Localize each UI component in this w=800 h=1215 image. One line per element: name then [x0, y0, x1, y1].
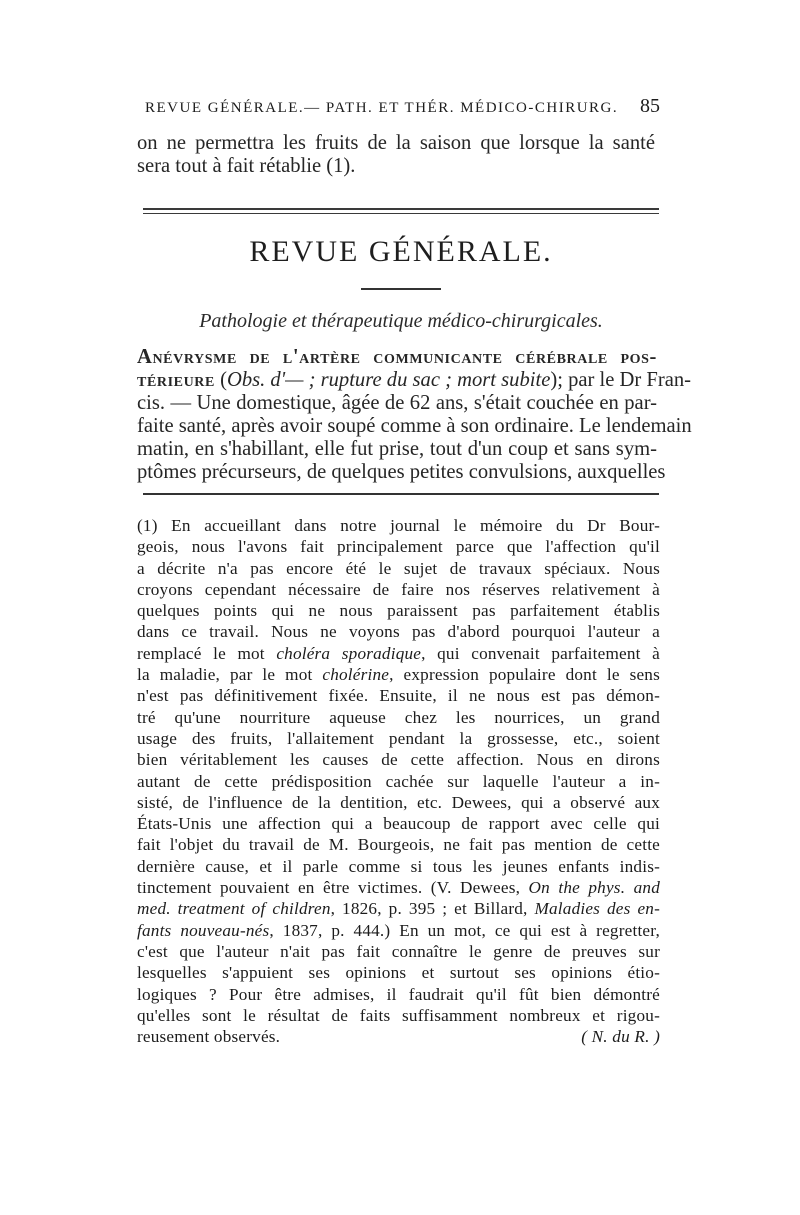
text-fragment: tinctement pouvaient en être victimes. (V. Dewees, [137, 878, 529, 898]
footnote-line: dernière cause, et il parle comme si tous les jeunes enfants indis- [137, 856, 660, 876]
observation-note: Obs. d'— ; rupture du sac ; mort subite [226, 369, 551, 391]
footnote-line: lesquelles s'appuient ses opinions et surtout ses opinions étio- [137, 963, 660, 983]
footnote-line: (1) En accueillant dans notre journal le mémoire du Dr Bour- [137, 516, 660, 535]
footnote-line [137, 643, 660, 664]
footnote-rule [143, 493, 659, 495]
editor-signature: ( N. du R. ) [581, 1027, 660, 1047]
continuation-paragraph [137, 132, 655, 178]
text-line: on ne permettra les fruits de la saison que lorsque la santé [137, 132, 655, 154]
text-line: sera tout à fait rétablie (1). [137, 155, 356, 177]
footnote-line: sisté, de l'influence de la dentition, etc. Dewees, qui a observé aux [137, 792, 660, 812]
footnote-line: fait l'objet du travail de M. Bourgeois, ne fait pas mention de cette [137, 835, 660, 855]
text-fragment: , qui convenait parfaitement à [421, 643, 660, 663]
footnote-line: usage des fruits, l'allaitement pendant la grossesse, etc., soient [137, 728, 660, 748]
text-line: ptômes précurseurs, de quelques petites convulsions, auxquelles [137, 461, 666, 483]
footnote-last-line [137, 1026, 660, 1047]
author-attribution: ); par le Dr Fran- [550, 369, 692, 391]
italic-term: choléra sporadique [276, 643, 422, 663]
footnote-line [137, 664, 660, 685]
text-fragment: , 1826, p. 395 ; et Billard, [330, 899, 535, 919]
footnote-line: qu'elles sont le résultat de faits suffisamment nombreux et rigou- [137, 1005, 660, 1025]
short-rule-divider [361, 288, 441, 290]
footnote-line: c'est que l'auteur n'ait pas fait connaître le genre de preuves sur [137, 941, 660, 961]
footnote-line: dans ce travail. Nous ne voyons pas d'abord pourquoi l'auteur a [137, 622, 660, 642]
page-number: 85 [640, 95, 660, 117]
article-heading: Anévrysme de l'artère communicante cérébrale pos- [137, 346, 657, 368]
italic-term: cholérine [322, 665, 390, 685]
footnote-line [137, 877, 660, 898]
running-head-title: REVUE GÉNÉRALE.— PATH. ET THÉR. MÉDICO-CHIRURG. [145, 100, 619, 116]
footnote-line [137, 898, 660, 919]
footnote-line: logiques ? Pour être admises, il faudrait qu'il fût bien démontré [137, 984, 660, 1004]
book-title: fants nouveau-nés [137, 920, 270, 940]
text-line: matin, en s'habillant, elle fut prise, tout d'un coup et sans sym- [137, 438, 657, 460]
footnote-line [137, 920, 660, 941]
article-heading-line [137, 346, 657, 369]
footnote-line: États-Unis une affection qui a beaucoup de rapport avec celle qui [137, 814, 660, 834]
article-paragraph [137, 346, 692, 484]
footnote-line: a décrite n'a pas encore été le sujet de travaux spéciaux. Nous [137, 558, 660, 578]
book-title: On the phys. and [528, 878, 660, 898]
footnote-line: tré qu'une nourriture aqueuse chez les nourrices, un grand [137, 707, 660, 727]
article-heading: térieure [137, 369, 215, 391]
double-rule-divider [143, 208, 659, 217]
footnote-line: quelques points qui ne nous paraissent pas parfaitement établis [137, 601, 660, 621]
footnote [137, 515, 660, 1047]
section-subtitle: Pathologie et thérapeutique médico-chirurgicales. [199, 310, 603, 332]
article-heading-line [137, 369, 692, 392]
running-head [145, 95, 660, 118]
text-line: cis. — Une domestique, âgée de 62 ans, s'était couchée en par- [137, 392, 657, 414]
book-title: med. treatment of children [137, 899, 331, 919]
text-fragment: la maladie, par le mot [137, 665, 323, 685]
text-fragment: reusement observés. [137, 1027, 281, 1047]
footnote-line: n'est pas définitivement fixée. Ensuite, il ne nous est pas démon- [137, 686, 660, 706]
text-fragment: , expression populaire dont le sens [389, 665, 660, 685]
book-title: Maladies des en- [534, 899, 660, 919]
footnote-line: croyons cependant nécessaire de faire nos réserves relativement à [137, 579, 660, 599]
footnote-line: geois, nous l'avons fait principalement parce que l'affection qu'il [137, 537, 660, 557]
section-title: REVUE GÉNÉRALE. [249, 235, 553, 268]
footnote-line: autant de cette prédisposition cachée sur laquelle l'auteur a in- [137, 771, 660, 791]
text-fragment: remplacé le mot [137, 643, 277, 663]
text-line: faite santé, après avoir soupé comme à son ordinaire. Le lendemain [137, 415, 692, 437]
text-fragment: ( [214, 369, 227, 391]
text-fragment: , 1837, p. 444.) En un mot, ce qui est à regretter, [269, 920, 660, 940]
footnote-line: bien véritablement les causes de cette affection. Nous en dirons [137, 750, 660, 770]
